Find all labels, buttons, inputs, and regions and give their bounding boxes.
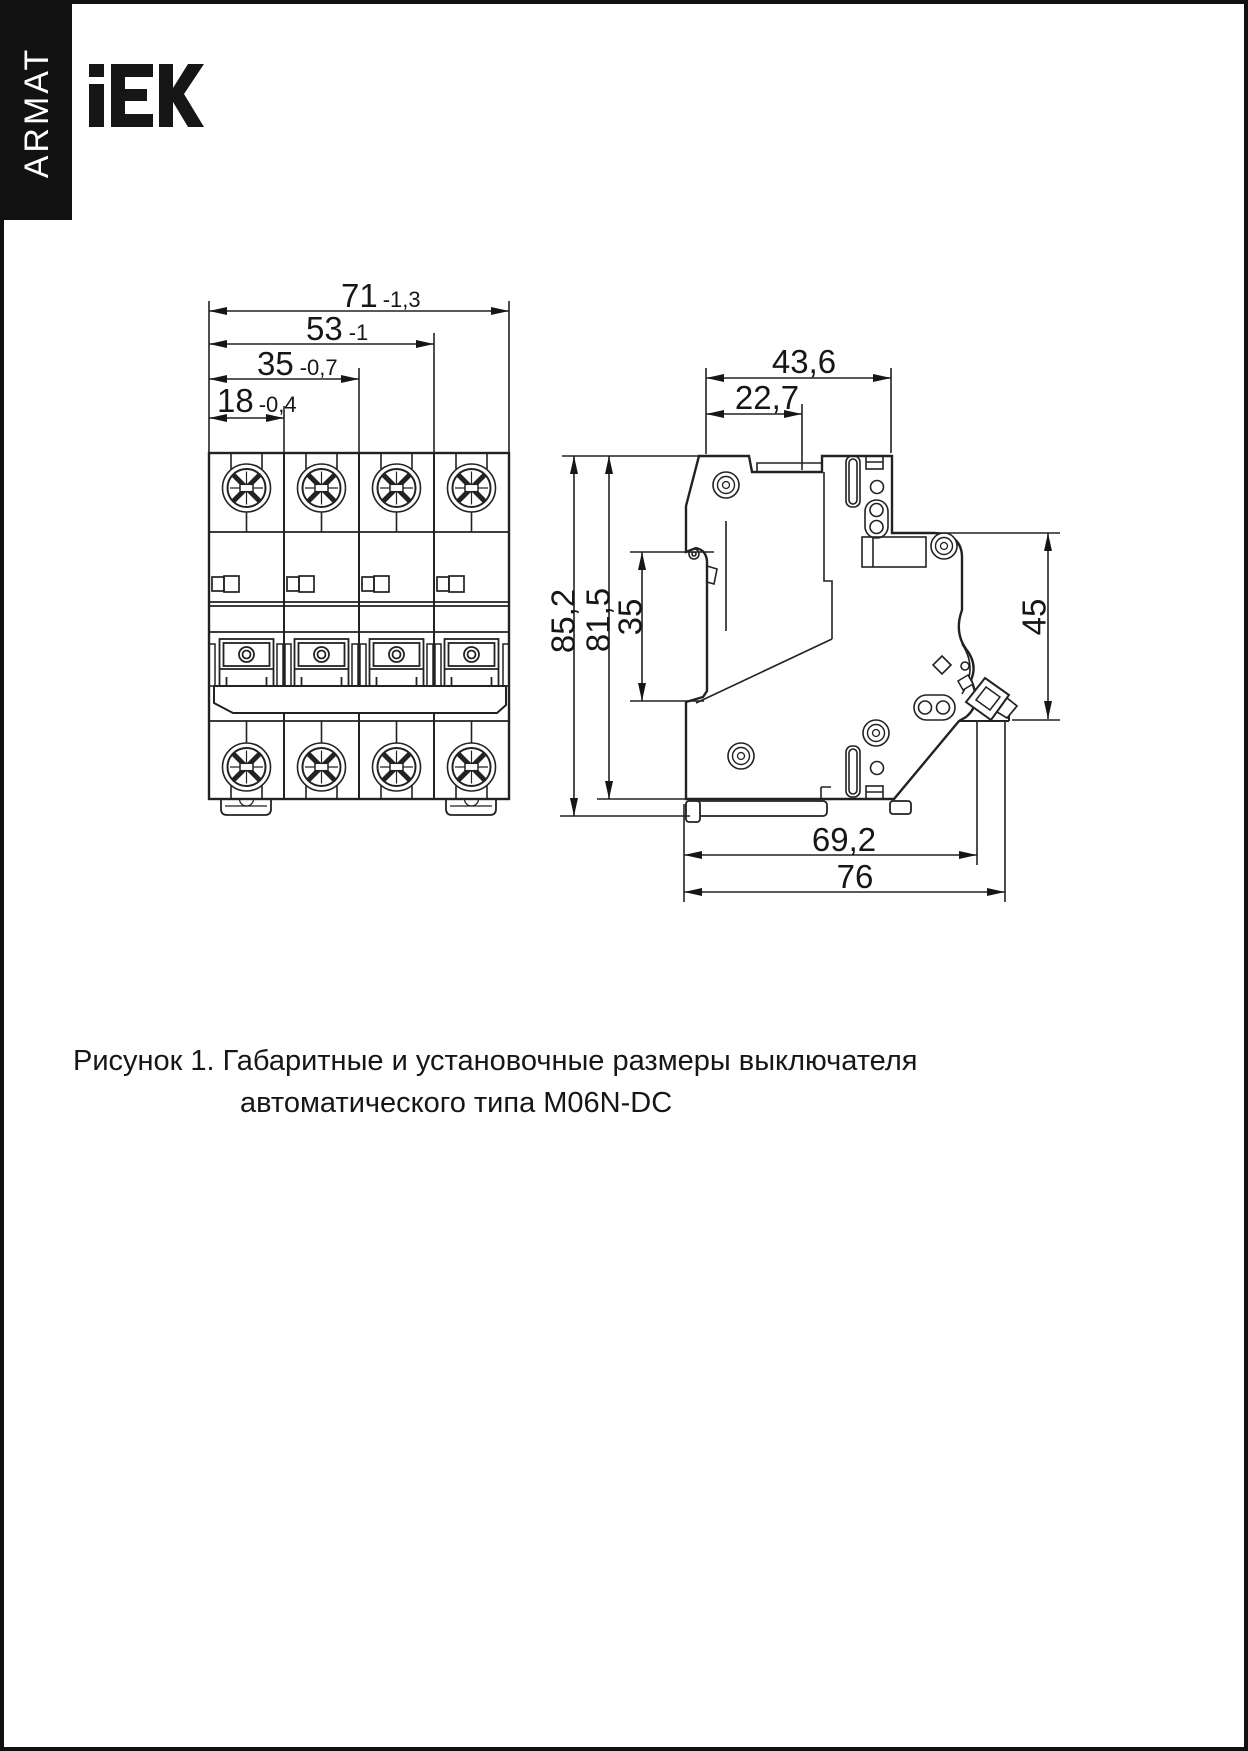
dim-label-35: 35 -0,7 [257,345,338,382]
front-mounting-feet [221,799,496,815]
dim-label-85-2: 85,2 [544,588,582,654]
side-view-drawing [545,343,1061,902]
side-body-outline [686,456,975,799]
dim-label-71: 71 -1,3 [341,277,421,314]
dim-label-53: 53 -1 [306,310,369,347]
dim-label-22-7: 22,7 [734,379,800,416]
dim-label-18: 18 -0,4 [217,382,297,419]
technical-drawing [4,4,1248,944]
front-module-dividers [284,453,434,799]
dim-label-45: 45 [1015,598,1053,636]
armat-brand-text: ARMAT [18,46,57,178]
dim-label-76: 76 [836,858,874,895]
side-din-latch [686,801,911,822]
dim-label-43-6: 43,6 [771,343,837,380]
dim-label-81-5: 81,5 [579,587,617,653]
figure-caption-line2: автоматического типа M06N-DC [240,1087,673,1119]
figure-caption-line1: Рисунок 1. Габаритные и установочные размеры выключателя [73,1045,918,1077]
front-indicator-tabs [212,576,464,592]
figure-caption [73,1040,953,1124]
dim-label-35-rail: 35 [611,598,649,636]
front-view-drawing [209,277,509,815]
front-handle-tie-bar [214,686,506,713]
dim-label-69-2: 69,2 [811,821,877,858]
